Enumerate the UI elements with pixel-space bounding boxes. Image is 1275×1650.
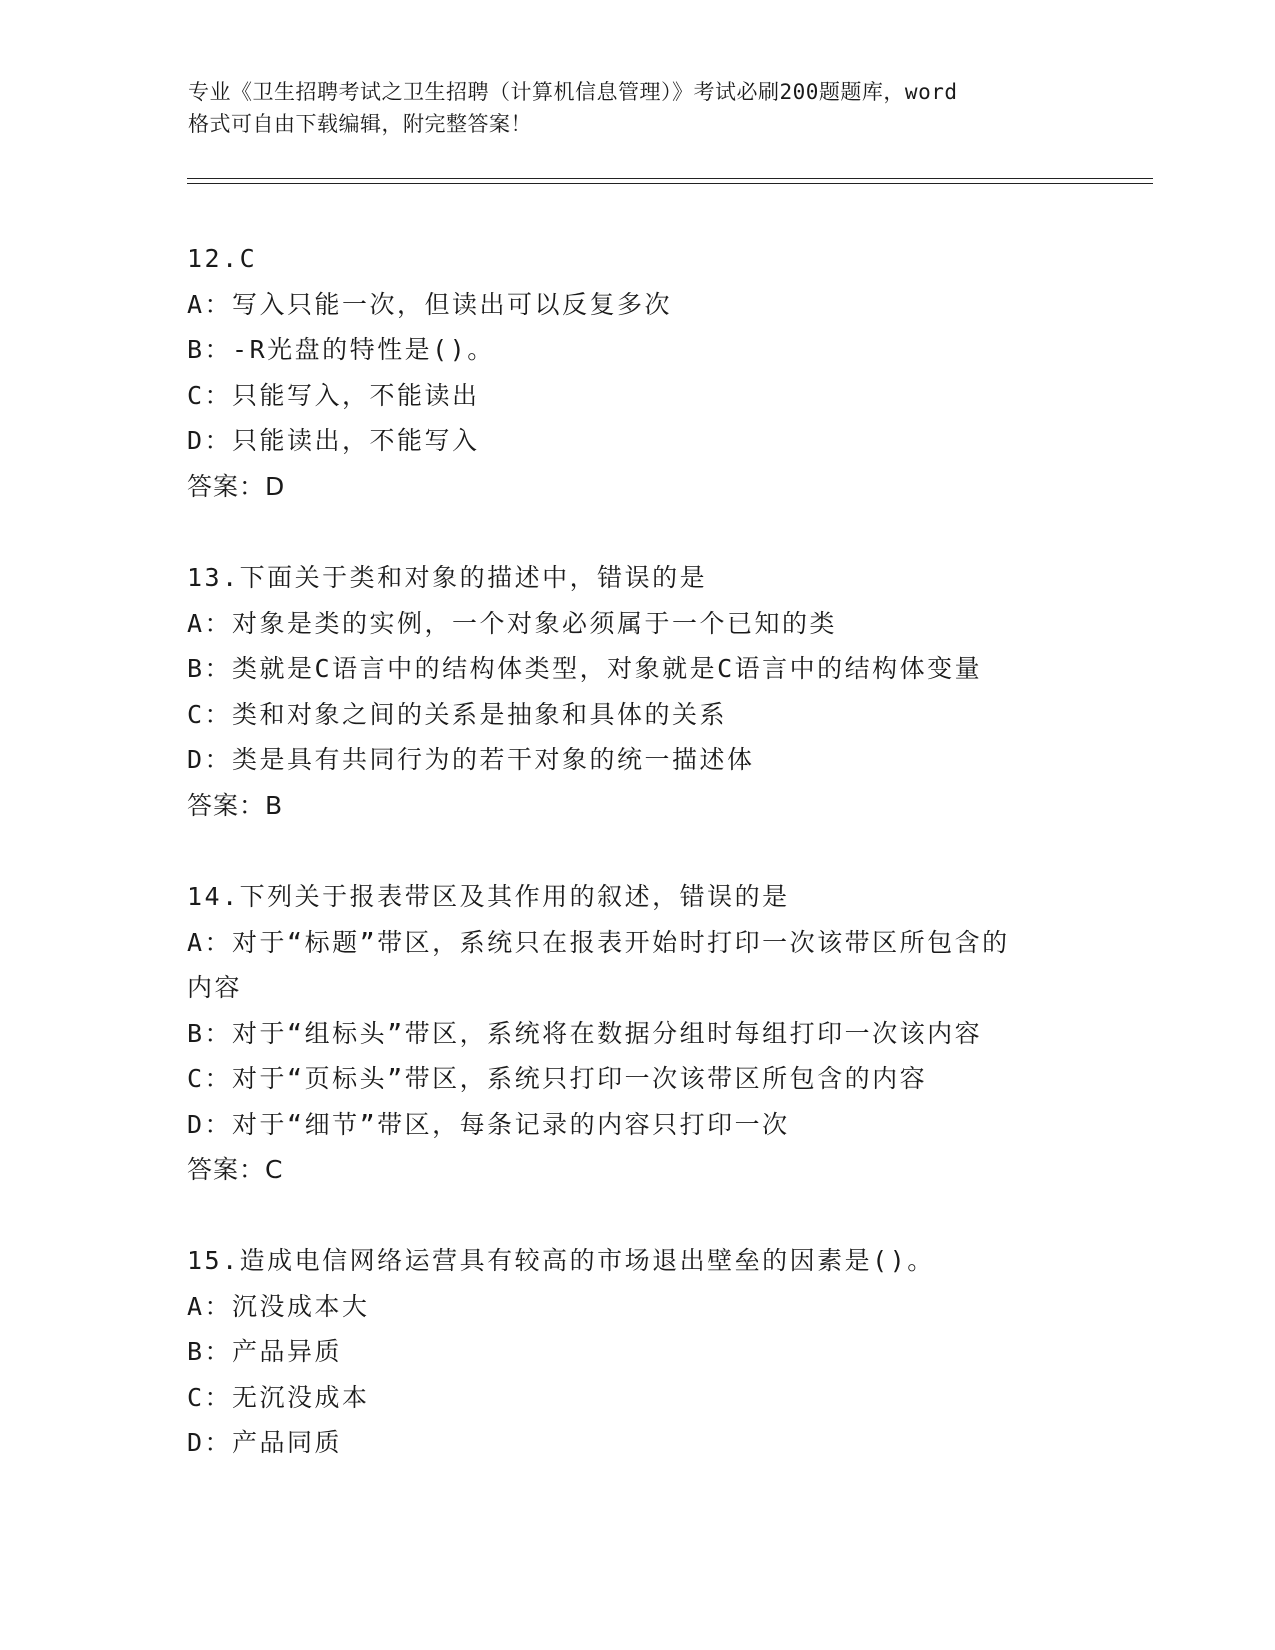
option-b: B：类就是C语言中的结构体类型，对象就是C语言中的结构体变量: [187, 654, 983, 683]
question-stem: 15.造成电信网络运营具有较高的市场退出壁垒的因素是()。: [187, 1246, 935, 1275]
option-d: D：对于“细节”带区，每条记录的内容只打印一次: [187, 1109, 790, 1139]
option-b: B：产品异质: [187, 1337, 343, 1366]
option-a: A：沉没成本大: [187, 1291, 370, 1321]
question-14: [187, 874, 1087, 1193]
option-a-continued: 内容: [187, 973, 243, 1002]
document-header: [188, 76, 1088, 140]
question-stem: 12.C: [187, 244, 258, 273]
option-b: B：-R光盘的特性是()。: [187, 335, 495, 364]
option-c: C：类和对象之间的关系是抽象和具体的关系: [187, 699, 728, 729]
header-line-1: 专业《卫生招聘考试之卫生招聘（计算机信息管理）》考试必刷200题题库，word: [188, 80, 958, 104]
option-d: D：类是具有共同行为的若干对象的统一描述体: [187, 745, 755, 774]
option-a: A：对于“标题”带区，系统只在报表开始时打印一次该带区所包含的: [187, 927, 1010, 957]
question-13: [187, 555, 1087, 828]
answer: 答案：C: [187, 1155, 284, 1184]
option-c: C：只能写入，不能读出: [187, 380, 480, 410]
header-line-2: 格式可自由下载编辑，附完整答案！: [188, 112, 532, 136]
question-stem: 14.下列关于报表带区及其作用的叙述，错误的是: [187, 882, 790, 911]
answer: 答案：B: [187, 790, 284, 820]
header-divider-bottom: [187, 183, 1153, 184]
option-d: D：产品同质: [187, 1428, 343, 1457]
header-divider-top: [187, 178, 1153, 179]
question-12: [187, 236, 1087, 509]
question-stem: 13.下面关于类和对象的描述中，错误的是: [187, 563, 708, 592]
option-b: B：对于“组标头”带区，系统将在数据分组时每组打印一次该内容: [187, 1018, 983, 1048]
option-a: A：写入只能一次，但读出可以反复多次: [187, 289, 673, 319]
option-a: A：对象是类的实例，一个对象必须属于一个已知的类: [187, 608, 838, 638]
option-c: C：无沉没成本: [187, 1382, 370, 1412]
option-c: C：对于“页标头”带区，系统只打印一次该带区所包含的内容: [187, 1064, 928, 1093]
answer: 答案：D: [187, 471, 286, 501]
option-d: D：只能读出，不能写入: [187, 426, 480, 455]
question-15: [187, 1238, 1087, 1466]
